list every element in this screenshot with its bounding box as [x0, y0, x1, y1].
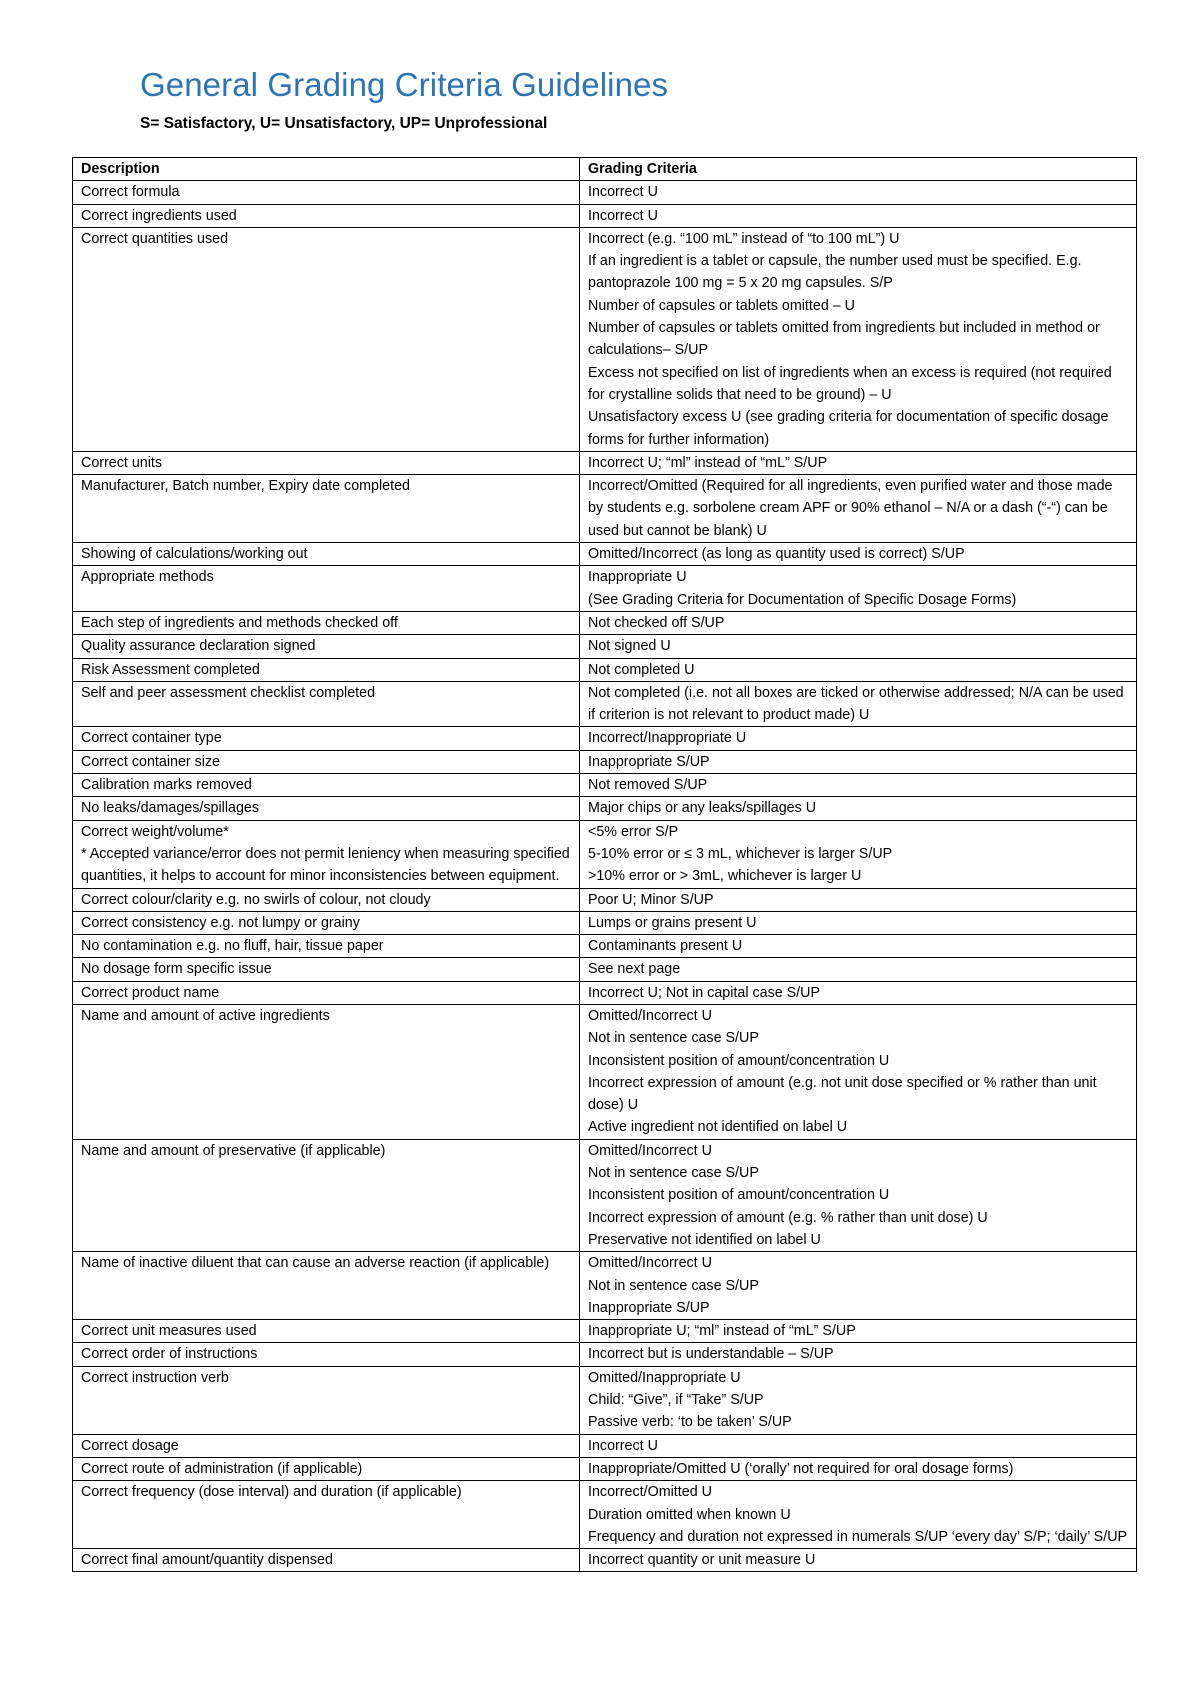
criteria-text: Major chips or any leaks/spillages U — [588, 800, 817, 817]
grading-criteria-cell — [580, 981, 1137, 1004]
description-text: Correct quantities used — [81, 230, 229, 247]
criteria-text: Inappropriate U — [588, 569, 687, 586]
grading-criteria-cell — [580, 681, 1137, 727]
criteria-text: Not in sentence case S/UP — [588, 1165, 759, 1182]
criteria-text: Not removed S/UP — [588, 777, 708, 794]
description-text: Correct unit measures used — [81, 1323, 257, 1340]
description-cell — [73, 1434, 580, 1457]
table-row — [73, 635, 1137, 658]
table-row — [73, 611, 1137, 634]
description-text: No dosage form specific issue — [81, 961, 272, 978]
table-body — [73, 181, 1137, 1572]
table-row — [73, 566, 1137, 612]
table-row — [73, 204, 1137, 227]
table-row — [73, 1320, 1137, 1343]
criteria-text: Lumps or grains present U — [588, 914, 757, 931]
description-cell — [73, 566, 580, 612]
table-row — [73, 727, 1137, 750]
description-cell — [73, 750, 580, 773]
description-cell — [73, 727, 580, 750]
grading-criteria-cell — [580, 1139, 1137, 1251]
grading-criteria-cell — [580, 204, 1137, 227]
column-header-grading-criteria: Grading Criteria — [580, 158, 1137, 181]
criteria-text: Incorrect/Omitted U — [588, 1484, 712, 1501]
table-row — [73, 981, 1137, 1004]
grading-criteria-cell — [580, 1343, 1137, 1366]
table-row — [73, 1434, 1137, 1457]
description-text: Correct consistency e.g. not lumpy or grainy — [81, 914, 360, 931]
description-cell — [73, 935, 580, 958]
description-text: Correct dosage — [81, 1437, 179, 1454]
description-cell — [73, 1366, 580, 1434]
table-row — [73, 1481, 1137, 1549]
description-text: No leaks/damages/spillages — [81, 800, 260, 817]
grading-criteria-cell — [580, 1434, 1137, 1457]
description-cell — [73, 797, 580, 820]
criteria-text: Number of capsules or tablets omitted from ingredients but included in method or calculations– S/UP — [588, 320, 1100, 359]
criteria-text: Omitted/Inappropriate U — [588, 1369, 741, 1386]
grading-criteria-cell — [580, 475, 1137, 543]
description-text: Correct container type — [81, 730, 222, 747]
grading-criteria-cell — [580, 1366, 1137, 1434]
description-cell — [73, 658, 580, 681]
description-text: Name and amount of active ingredients — [81, 1007, 330, 1024]
criteria-text: See next page — [588, 961, 681, 978]
description-text: Correct instruction verb — [81, 1369, 229, 1386]
grading-criteria-cell — [580, 543, 1137, 566]
grading-criteria-cell — [580, 566, 1137, 612]
grading-criteria-cell — [580, 611, 1137, 634]
grading-criteria-cell — [580, 1252, 1137, 1320]
criteria-text: Child: “Give”, if “Take” S/UP — [588, 1392, 764, 1409]
criteria-text: Number of capsules or tablets omitted – U — [588, 297, 855, 314]
description-text: No contamination e.g. no fluff, hair, tissue paper — [81, 938, 384, 955]
description-cell — [73, 635, 580, 658]
criteria-text: Active ingredient not identified on label U — [588, 1119, 848, 1136]
criteria-text: Not checked off S/UP — [588, 614, 725, 631]
description-cell — [73, 1343, 580, 1366]
table-row — [73, 935, 1137, 958]
description-text: Risk Assessment completed — [81, 661, 260, 678]
description-text: Each step of ingredients and methods checked off — [81, 614, 398, 631]
grading-criteria-cell — [580, 911, 1137, 934]
grading-criteria-cell — [580, 774, 1137, 797]
description-text: Correct order of instructions — [81, 1346, 258, 1363]
description-cell — [73, 820, 580, 888]
table-row — [73, 1549, 1137, 1572]
table-row — [73, 774, 1137, 797]
table-row — [73, 1343, 1137, 1366]
description-cell — [73, 611, 580, 634]
criteria-text: Unsatisfactory excess U (see grading criteria for documentation of specific dosage forms for further information) — [588, 409, 1109, 448]
grading-criteria-cell — [580, 1320, 1137, 1343]
table-row — [73, 543, 1137, 566]
description-text: Quality assurance declaration signed — [81, 638, 316, 655]
description-text: Manufacturer, Batch number, Expiry date completed — [81, 478, 411, 495]
criteria-text: Incorrect U; “ml” instead of “mL” S/UP — [588, 454, 828, 471]
criteria-text: Incorrect U; Not in capital case S/UP — [588, 984, 821, 1001]
description-cell — [73, 204, 580, 227]
criteria-text: Poor U; Minor S/UP — [588, 891, 714, 908]
criteria-text: <5% error S/P — [588, 823, 679, 840]
grading-criteria-cell — [580, 1004, 1137, 1139]
criteria-text: >10% error or > 3mL, whichever is larger U — [588, 868, 862, 885]
description-cell — [73, 1139, 580, 1251]
criteria-text: Incorrect but is understandable – S/UP — [588, 1346, 834, 1363]
table-row — [73, 958, 1137, 981]
criteria-text: Inappropriate/Omitted U (‘orally’ not required for oral dosage forms) — [588, 1460, 1014, 1477]
criteria-text: Omitted/Incorrect (as long as quantity used is correct) S/UP — [588, 546, 965, 563]
grading-criteria-cell — [580, 227, 1137, 451]
criteria-text: Inconsistent position of amount/concentration U — [588, 1052, 890, 1069]
criteria-text: Incorrect/Omitted (Required for all ingredients, even purified water and those made by students e.g. sorbolene cream APF or 90% ethanol – N/A or a dash (“-“) can be used but cannot be blank) U — [588, 478, 1113, 539]
criteria-text: 5-10% error or ≤ 3 mL, whichever is larger S/UP — [588, 845, 893, 862]
description-text: Correct weight/volume* — [81, 823, 229, 840]
description-text: Correct colour/clarity e.g. no swirls of colour, not cloudy — [81, 891, 431, 908]
criteria-text: Incorrect expression of amount (e.g. % rather than unit dose) U — [588, 1209, 988, 1226]
grading-criteria-cell — [580, 797, 1137, 820]
description-cell — [73, 888, 580, 911]
description-cell — [73, 774, 580, 797]
criteria-text: (See Grading Criteria for Documentation of Specific Dosage Forms) — [588, 591, 1017, 608]
table-row — [73, 1004, 1137, 1139]
table-row — [73, 475, 1137, 543]
description-text: Correct route of administration (if applicable) — [81, 1460, 363, 1477]
criteria-text: Incorrect quantity or unit measure U — [588, 1552, 816, 1569]
criteria-text: Incorrect U — [588, 1437, 658, 1454]
table-row — [73, 1252, 1137, 1320]
criteria-text: Contaminants present U — [588, 938, 743, 955]
description-text: Name of inactive diluent that can cause an adverse reaction (if applicable) — [81, 1255, 550, 1272]
criteria-text: Passive verb: ‘to be taken’ S/UP — [588, 1414, 792, 1431]
description-cell — [73, 1549, 580, 1572]
grade-legend: S= Satisfactory, U= Unsatisfactory, UP= Unprofessional — [140, 115, 548, 132]
criteria-text: Not in sentence case S/UP — [588, 1030, 759, 1047]
description-text: * Accepted variance/error does not permit leniency when measuring specified quantities, it helps to account for minor inconsistencies between equipment. — [81, 845, 570, 885]
table-row — [73, 1139, 1137, 1251]
criteria-text: Preservative not identified on label U — [588, 1231, 821, 1248]
description-cell — [73, 911, 580, 934]
table-row — [73, 658, 1137, 681]
grading-criteria-cell — [580, 451, 1137, 474]
table-row — [73, 681, 1137, 727]
criteria-text: Not signed U — [588, 638, 671, 655]
table-header-row — [73, 158, 1137, 181]
table-row — [73, 911, 1137, 934]
description-text: Correct frequency (dose interval) and duration (if applicable) — [81, 1484, 462, 1501]
description-text: Self and peer assessment checklist completed — [81, 684, 376, 701]
table-row — [73, 888, 1137, 911]
description-cell — [73, 1457, 580, 1480]
table-row — [73, 820, 1137, 888]
description-cell — [73, 681, 580, 727]
criteria-text: Incorrect U — [588, 207, 658, 224]
criteria-text: Incorrect/Inappropriate U — [588, 730, 747, 747]
description-cell — [73, 475, 580, 543]
criteria-text: Incorrect U — [588, 184, 658, 201]
grading-criteria-cell — [580, 888, 1137, 911]
criteria-text: Inappropriate U; “ml” instead of “mL” S/UP — [588, 1323, 856, 1340]
description-text: Correct formula — [81, 184, 180, 201]
criteria-text: If an ingredient is a tablet or capsule, the number used must be specified. E.g. pantoprazole 100 mg = 5 x 20 mg capsules. S/P — [588, 253, 1082, 292]
criteria-text: Incorrect expression of amount (e.g. not unit dose specified or % rather than unit dose) U — [588, 1074, 1097, 1114]
grading-criteria-cell — [580, 1457, 1137, 1480]
description-text: Correct units — [81, 454, 163, 471]
description-cell — [73, 1252, 580, 1320]
description-cell — [73, 227, 580, 451]
criteria-text: Omitted/Incorrect U — [588, 1142, 712, 1159]
page-title: General Grading Criteria Guidelines — [140, 66, 669, 103]
description-cell — [73, 1481, 580, 1549]
table-row — [73, 1457, 1137, 1480]
description-text: Correct ingredients used — [81, 207, 237, 224]
grading-criteria-cell — [580, 820, 1137, 888]
grading-criteria-cell — [580, 958, 1137, 981]
criteria-text: Omitted/Incorrect U — [588, 1007, 712, 1024]
grading-criteria-table — [72, 157, 1137, 1572]
column-header-description: Description — [73, 158, 580, 181]
criteria-text: Omitted/Incorrect U — [588, 1255, 712, 1272]
description-cell — [73, 1004, 580, 1139]
grading-criteria-cell — [580, 658, 1137, 681]
criteria-text: Incorrect (e.g. “100 mL” instead of “to 100 mL”) U — [588, 230, 900, 247]
criteria-text: Not completed (i.e. not all boxes are ticked or otherwise addressed; N/A can be used if criterion is not relevant to product made) U — [588, 684, 1124, 724]
description-text: Calibration marks removed — [81, 777, 252, 794]
description-text: Correct final amount/quantity dispensed — [81, 1552, 333, 1569]
description-cell — [73, 1320, 580, 1343]
criteria-text: Frequency and duration not expressed in numerals S/UP ‘every day’ S/P; ‘daily’ S/UP — [588, 1528, 1128, 1545]
grading-criteria-cell — [580, 1481, 1137, 1549]
grading-criteria-cell — [580, 750, 1137, 773]
description-cell — [73, 958, 580, 981]
table-row — [73, 181, 1137, 204]
description-cell — [73, 543, 580, 566]
criteria-text: Inappropriate S/UP — [588, 1299, 710, 1316]
description-cell — [73, 981, 580, 1004]
description-text: Appropriate methods — [81, 569, 214, 586]
description-text: Name and amount of preservative (if applicable) — [81, 1142, 386, 1159]
grading-criteria-cell — [580, 181, 1137, 204]
grading-criteria-cell — [580, 1549, 1137, 1572]
criteria-text: Inconsistent position of amount/concentration U — [588, 1187, 890, 1204]
description-text: Correct product name — [81, 984, 220, 1001]
table-row — [73, 797, 1137, 820]
table-row — [73, 1366, 1137, 1434]
table-row — [73, 227, 1137, 451]
grading-criteria-cell — [580, 935, 1137, 958]
criteria-text: Not in sentence case S/UP — [588, 1277, 759, 1294]
criteria-text: Duration omitted when known U — [588, 1506, 791, 1523]
criteria-text: Not completed U — [588, 661, 695, 678]
description-text: Correct container size — [81, 753, 221, 770]
criteria-text: Excess not specified on list of ingredients when an excess is required (not required for crystalline solids that need to be ground) – U — [588, 364, 1112, 403]
description-text: Showing of calculations/working out — [81, 546, 308, 563]
table-row — [73, 750, 1137, 773]
criteria-text: Inappropriate S/UP — [588, 753, 710, 770]
grading-criteria-cell — [580, 635, 1137, 658]
grading-criteria-cell — [580, 727, 1137, 750]
description-cell — [73, 181, 580, 204]
description-cell — [73, 451, 580, 474]
table-row — [73, 451, 1137, 474]
